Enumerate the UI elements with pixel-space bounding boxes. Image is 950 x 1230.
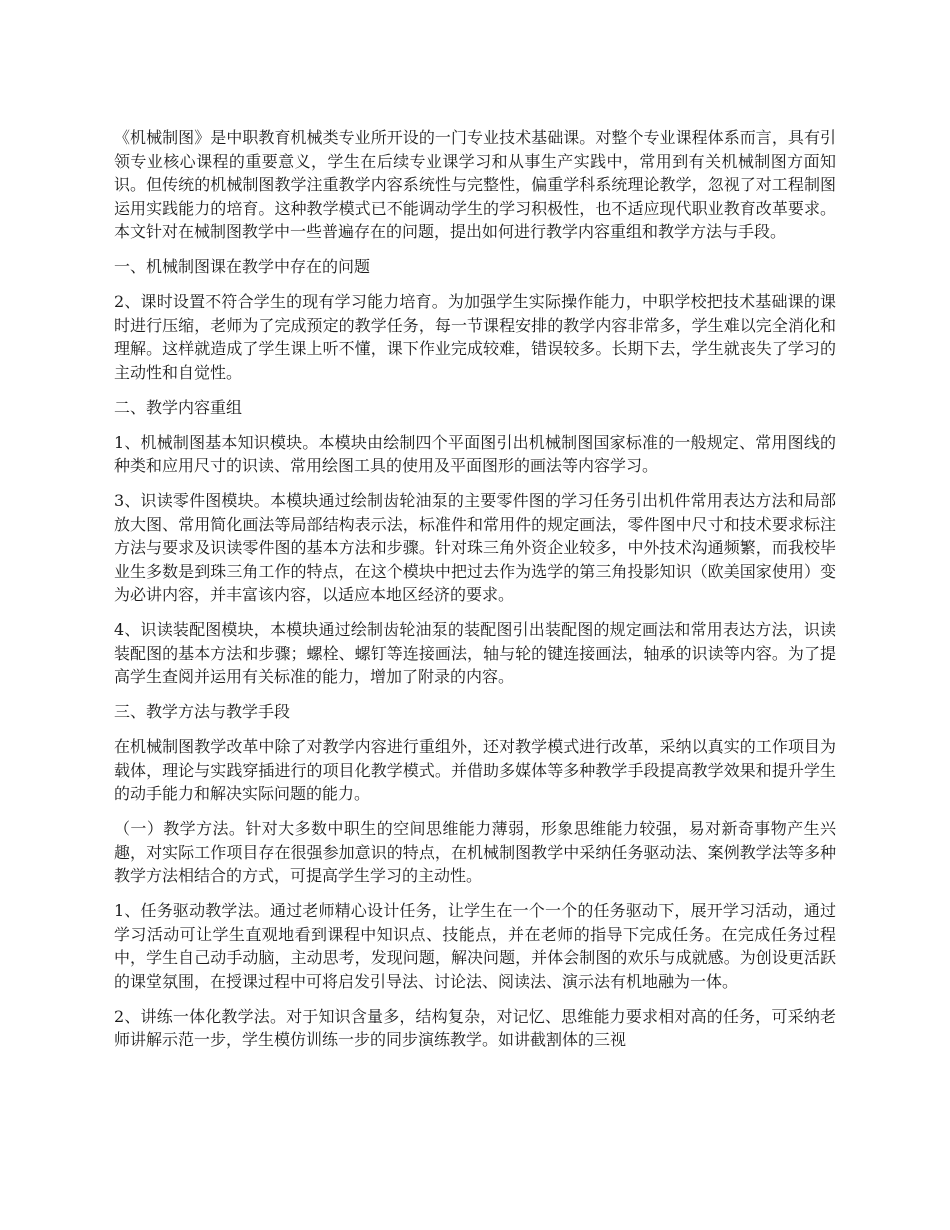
section-heading-3: 三、教学方法与教学手段 — [114, 702, 291, 721]
document-body — [114, 126, 836, 1063]
paragraph-lecture-practice: 2、讲练一体化教学法。对于知识含量多，结构复杂，对记忆、思维能力要求相对高的任务，可采纳老师讲解示范一步，学生模仿训练一步的同步演练教学。如讲截割体的三视 — [114, 1006, 836, 1049]
paragraph-module-assembly-drawing: 4、识读装配图模块，本模块通过绘制齿轮油泵的装配图引出装配图的规定画法和常用表达方法，识读装配图的基本方法和步骤；螺栓、螺钉等连接画法，轴与轮的键连接画法，轴承的识读等内容。为了提高学生查阅并运用有关标准的能力，增加了附录的内容。 — [114, 620, 836, 686]
paragraph-module-part-drawing: 3、识读零件图模块。本模块通过绘制齿轮油泵的主要零件图的学习任务引出机件常用表达方法和局部放大图、常用简化画法等局部结构表示法，标准件和常用件的规定画法，零件图中尺寸和技术要求标注方法与要求及识读零件图的基本方法和步骤。针对珠三角外资企业较多，中外技术沟通频繁，而我校毕业生多数是到珠三角工作的特点，在这个模块中把过去作为选学的第三角投影知识（欧美国家使用）变为必讲内容，并丰富该内容，以适应本地区经济的要求。 — [114, 491, 836, 604]
section-heading-2: 二、教学内容重组 — [114, 397, 243, 417]
intro-paragraph: 《机械制图》是中职教育机械类专业所开设的一门专业技术基础课。对整个专业课程体系而言，具有引领专业核心课程的重要意义，学生在后续专业课学习和从事生产实践中，常用到有关机械制图方面知识。但传统的机械制图教学注重教学内容系统性与完整性，偏重学科系统理论教学，忽视了对工程制图运用实践能力的培育。这种教学模式已不能调动学生的学习积极性，也不适应现代职业教育改革要求。本文针对在械制图教学中一些普遍存在的问题，提出如何进行教学内容重组和教学方法与手段。 — [114, 128, 836, 241]
paragraph-teaching-reform: 在机械制图教学改革中除了对教学内容进行重组外，还对教学模式进行改革，采纳以真实的工作项目为载体，理论与实践穿插进行的项目化教学模式。并借助多媒体等多种教学手段提高教学效果和提升学生的动手能力和解决实际问题的能力。 — [114, 737, 836, 803]
paragraph-module-basics: 1、机械制图基本知识模块。本模块由绘制四个平面图引出机械制图国家标准的一般规定、常用图线的种类和应用尺寸的识读、常用绘图工具的使用及平面图形的画法等内容学习。 — [114, 432, 836, 475]
paragraph-teaching-methods: （一）教学方法。针对大多数中职生的空间思维能力薄弱，形象思维能力较强，易对新奇事物产生兴趣，对实际工作项目存在很强参加意识的特点，在机械制图教学中采纳任务驱动法、案例教学法等多种教学方法相结合的方式，可提高学生学习的主动性。 — [114, 819, 836, 885]
paragraph-class-hours: 2、课时设置不符合学生的现有学习能力培育。为加强学生实际操作能力，中职学校把技术基础课的课时进行压缩，老师为了完成预定的教学任务，每一节课程安排的教学内容非常多，学生难以完全消化和理解。这样就造成了学生课上听不懂，课下作业完成较难，错误较多。长期下去，学生就丧失了学习的主动性和自觉性。 — [114, 292, 836, 382]
paragraph-task-driven: 1、任务驱动教学法。通过老师精心设计任务，让学生在一个一个的任务驱动下，展开学习活动，通过学习活动可让学生直观地看到课程中知识点、技能点，并在老师的指导下完成任务。在完成任务过程中，学生自己动手动脑，主动思考，发现问题，解决问题，并体会制图的欢乐与成就感。为创设更活跃的课堂氛围，在授课过程中可将启发引导法、讨论法、阅读法、演示法有机地融为一体。 — [114, 901, 836, 991]
section-heading-1: 一、机械制图课在教学中存在的问题 — [114, 257, 371, 276]
